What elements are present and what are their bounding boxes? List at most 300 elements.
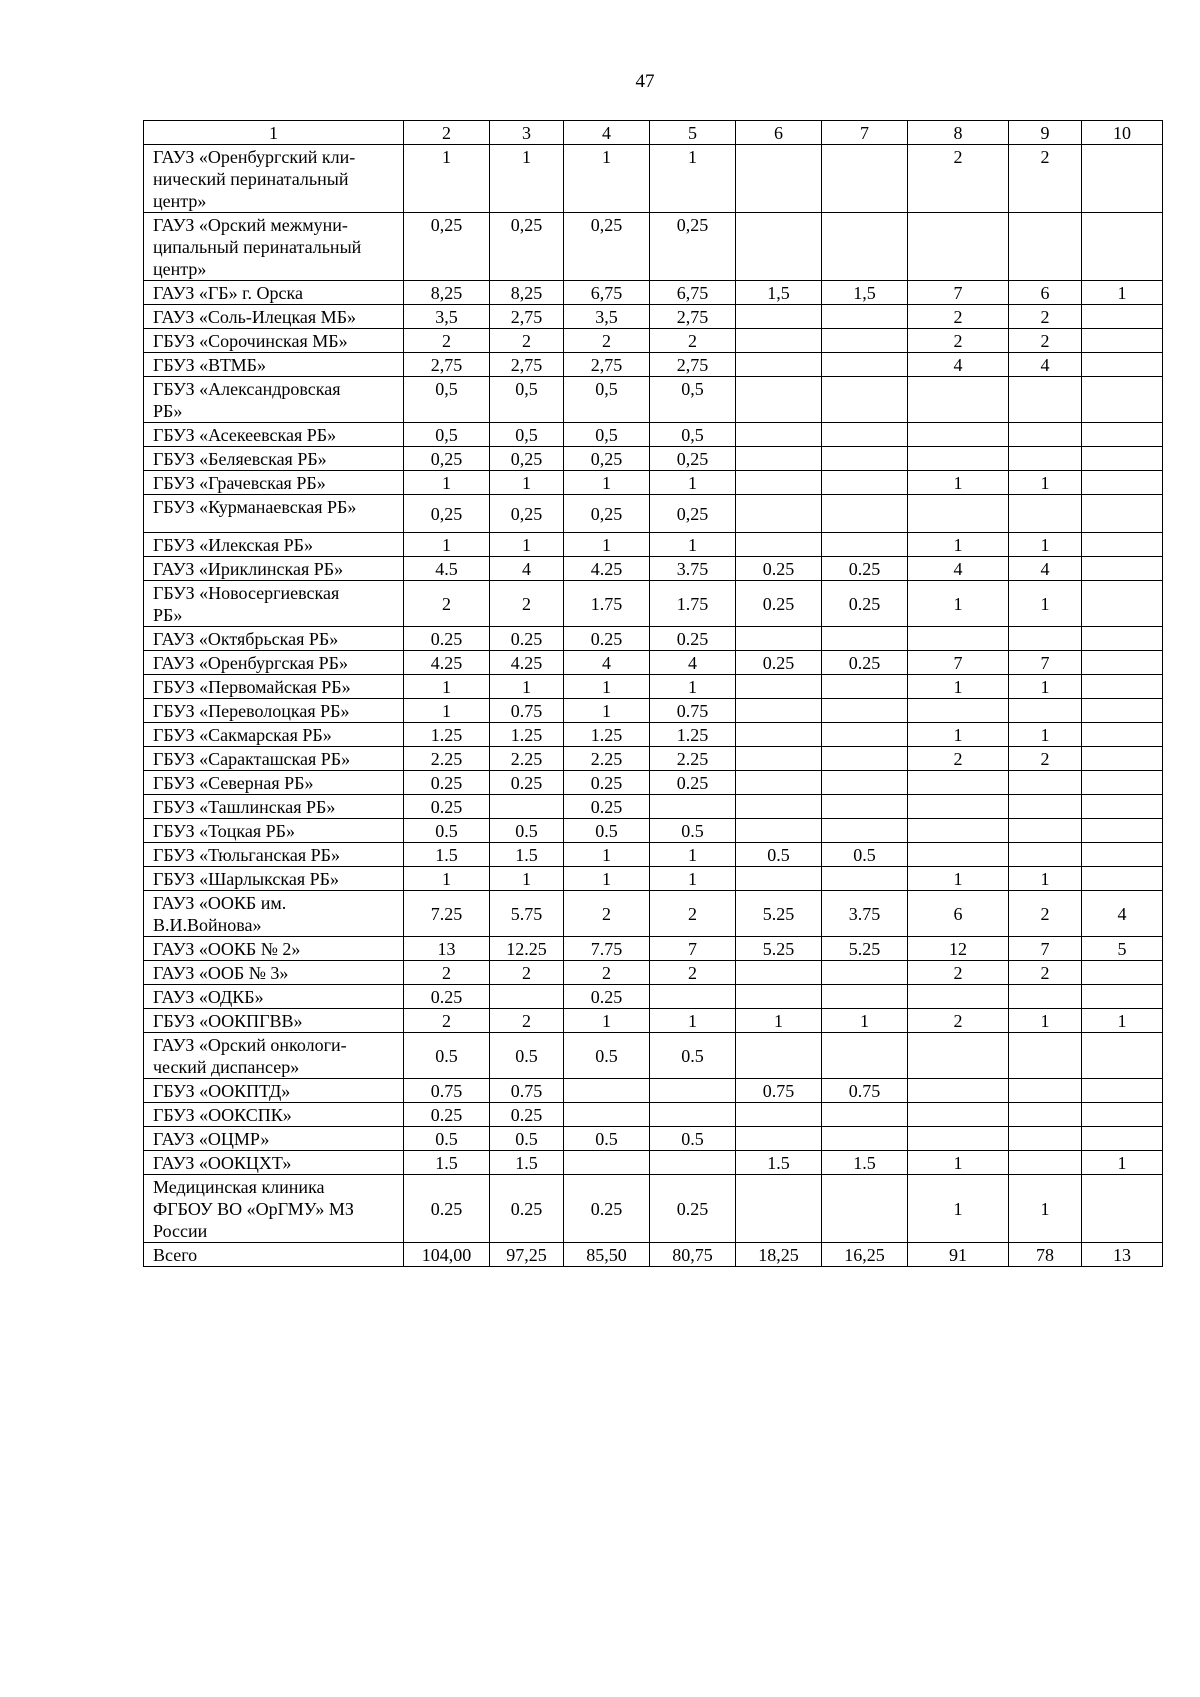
value-cell-col-8: 12: [908, 937, 1009, 961]
value-cell-col-4: 1: [564, 533, 650, 557]
value-cell-col-4: 2: [564, 961, 650, 985]
value-cell-col-6: [736, 1033, 822, 1079]
value-cell-col-2: 3,5: [404, 305, 490, 329]
value-cell-col-8: 1: [908, 1175, 1009, 1243]
value-cell-col-7: 1: [822, 1009, 908, 1033]
value-cell-col-8: [908, 1033, 1009, 1079]
table-row: [144, 867, 1163, 891]
value-cell-col-8: 7: [908, 651, 1009, 675]
institution-name-cell: ГБУЗ «ООКПТД»: [144, 1079, 404, 1103]
institution-name-cell: ГБУЗ «Илекская РБ»: [144, 533, 404, 557]
institution-name-cell: ГБУЗ «ООКПГВВ»: [144, 1009, 404, 1033]
table-row: [144, 1079, 1163, 1103]
value-cell-col-5: 0,25: [650, 213, 736, 281]
value-cell-col-3: 97,25: [490, 1243, 564, 1267]
table-row: [144, 1033, 1163, 1079]
value-cell-col-3: 2: [490, 961, 564, 985]
value-cell-col-4: 2: [564, 329, 650, 353]
value-cell-col-6: 0.25: [736, 581, 822, 627]
value-cell-col-7: [822, 985, 908, 1009]
table-row: [144, 651, 1163, 675]
value-cell-col-8: [908, 423, 1009, 447]
value-cell-col-2: 13: [404, 937, 490, 961]
table-row: [144, 495, 1163, 533]
table-row: [144, 377, 1163, 423]
value-cell-col-3: 0.75: [490, 1079, 564, 1103]
value-cell-col-7: [822, 213, 908, 281]
value-cell-col-3: 2,75: [490, 305, 564, 329]
institution-name-cell: ГБУЗ «Сакмарская РБ»: [144, 723, 404, 747]
value-cell-col-4: 0,25: [564, 213, 650, 281]
value-cell-col-4: 0.25: [564, 795, 650, 819]
value-cell-col-7: [822, 1175, 908, 1243]
value-cell-col-2: 7.25: [404, 891, 490, 937]
value-cell-col-8: [908, 213, 1009, 281]
table-row: [144, 533, 1163, 557]
value-cell-col-9: 7: [1009, 937, 1082, 961]
value-cell-col-2: 1: [404, 867, 490, 891]
value-cell-col-10: [1082, 1033, 1163, 1079]
value-cell-col-7: [822, 353, 908, 377]
institution-name-cell: ГБУЗ «Новосергиевская РБ»: [144, 581, 404, 627]
value-cell-col-5: 0.25: [650, 1175, 736, 1243]
value-cell-col-3: 0,25: [490, 495, 564, 533]
value-cell-col-10: [1082, 795, 1163, 819]
institution-name-cell: ГБУЗ «Ташлинская РБ»: [144, 795, 404, 819]
value-cell-col-2: 2: [404, 581, 490, 627]
value-cell-col-8: 4: [908, 353, 1009, 377]
value-cell-col-6: [736, 723, 822, 747]
value-cell-col-3: 4.25: [490, 651, 564, 675]
value-cell-col-8: [908, 795, 1009, 819]
value-cell-col-9: 4: [1009, 353, 1082, 377]
table-row: [144, 747, 1163, 771]
value-cell-col-9: [1009, 1103, 1082, 1127]
value-cell-col-7: 0.75: [822, 1079, 908, 1103]
value-cell-col-5: 4: [650, 651, 736, 675]
value-cell-col-2: 0,25: [404, 447, 490, 471]
header-cell: 1: [144, 121, 404, 145]
value-cell-col-3: 12.25: [490, 937, 564, 961]
value-cell-col-10: 4: [1082, 891, 1163, 937]
institution-name-cell: ГАУЗ «Орский онкологи- ческий диспансер»: [144, 1033, 404, 1079]
institution-name-cell: ГБУЗ «Переволоцкая РБ»: [144, 699, 404, 723]
value-cell-col-6: 1: [736, 1009, 822, 1033]
header-cell: 5: [650, 121, 736, 145]
value-cell-col-7: [822, 471, 908, 495]
value-cell-col-4: 0.25: [564, 985, 650, 1009]
value-cell-col-8: 2: [908, 1009, 1009, 1033]
value-cell-col-8: [908, 627, 1009, 651]
header-cell: 4: [564, 121, 650, 145]
value-cell-col-4: 0,25: [564, 495, 650, 533]
value-cell-col-8: 1: [908, 1151, 1009, 1175]
value-cell-col-9: [1009, 819, 1082, 843]
value-cell-col-2: 2,75: [404, 353, 490, 377]
value-cell-col-10: 1: [1082, 281, 1163, 305]
value-cell-col-8: [908, 1127, 1009, 1151]
value-cell-col-7: 5.25: [822, 937, 908, 961]
value-cell-col-10: 1: [1082, 1151, 1163, 1175]
value-cell-col-10: 13: [1082, 1243, 1163, 1267]
value-cell-col-9: 1: [1009, 471, 1082, 495]
value-cell-col-6: [736, 1103, 822, 1127]
value-cell-col-10: [1082, 423, 1163, 447]
value-cell-col-3: 0.5: [490, 819, 564, 843]
value-cell-col-4: 1.25: [564, 723, 650, 747]
table-row: [144, 771, 1163, 795]
header-cell: 6: [736, 121, 822, 145]
value-cell-col-7: 0.25: [822, 581, 908, 627]
table-row: [144, 423, 1163, 447]
value-cell-col-9: [1009, 985, 1082, 1009]
value-cell-col-3: 1.5: [490, 843, 564, 867]
value-cell-col-9: [1009, 771, 1082, 795]
value-cell-col-6: 5.25: [736, 891, 822, 937]
value-cell-col-8: 1: [908, 867, 1009, 891]
value-cell-col-7: [822, 723, 908, 747]
value-cell-col-6: 5.25: [736, 937, 822, 961]
value-cell-col-5: 0.75: [650, 699, 736, 723]
header-cell: 7: [822, 121, 908, 145]
value-cell-col-6: 1,5: [736, 281, 822, 305]
value-cell-col-3: 0,5: [490, 423, 564, 447]
value-cell-col-2: 0.25: [404, 985, 490, 1009]
value-cell-col-10: [1082, 771, 1163, 795]
value-cell-col-6: 0.75: [736, 1079, 822, 1103]
value-cell-col-9: [1009, 377, 1082, 423]
value-cell-col-5: 0,5: [650, 377, 736, 423]
value-cell-col-3: 2: [490, 1009, 564, 1033]
value-cell-col-5: [650, 1103, 736, 1127]
value-cell-col-9: 78: [1009, 1243, 1082, 1267]
value-cell-col-7: 0.25: [822, 651, 908, 675]
value-cell-col-7: 1.5: [822, 1151, 908, 1175]
table-row: [144, 1243, 1163, 1267]
value-cell-col-4: 1: [564, 471, 650, 495]
value-cell-col-9: 1: [1009, 533, 1082, 557]
value-cell-col-10: 1: [1082, 1009, 1163, 1033]
value-cell-col-2: 1.25: [404, 723, 490, 747]
value-cell-col-4: 0,25: [564, 447, 650, 471]
value-cell-col-4: 0.25: [564, 627, 650, 651]
value-cell-col-3: 0.25: [490, 1103, 564, 1127]
institution-name-cell: ГАУЗ «Оренбургская РБ»: [144, 651, 404, 675]
value-cell-col-8: [908, 495, 1009, 533]
value-cell-col-9: [1009, 1033, 1082, 1079]
value-cell-col-9: [1009, 213, 1082, 281]
table-row: [144, 353, 1163, 377]
institution-name-cell: ГАУЗ «Октябрьская РБ»: [144, 627, 404, 651]
value-cell-col-7: [822, 795, 908, 819]
table-header-row: [144, 121, 1163, 145]
value-cell-col-9: 1: [1009, 723, 1082, 747]
institution-name-cell: ГБУЗ «Первомайская РБ»: [144, 675, 404, 699]
value-cell-col-4: 1: [564, 675, 650, 699]
value-cell-col-3: 2,75: [490, 353, 564, 377]
value-cell-col-4: [564, 1103, 650, 1127]
value-cell-col-4: 0,5: [564, 377, 650, 423]
value-cell-col-8: 4: [908, 557, 1009, 581]
value-cell-col-9: 2: [1009, 145, 1082, 213]
value-cell-col-2: 0.5: [404, 1033, 490, 1079]
value-cell-col-2: 2: [404, 329, 490, 353]
value-cell-col-8: [908, 771, 1009, 795]
value-cell-col-8: 2: [908, 145, 1009, 213]
value-cell-col-2: 8,25: [404, 281, 490, 305]
value-cell-col-6: [736, 423, 822, 447]
value-cell-col-6: [736, 961, 822, 985]
value-cell-col-3: 0.75: [490, 699, 564, 723]
value-cell-col-3: 0.25: [490, 627, 564, 651]
value-cell-col-6: [736, 1175, 822, 1243]
header-cell: 9: [1009, 121, 1082, 145]
value-cell-col-2: 2: [404, 961, 490, 985]
value-cell-col-5: 2,75: [650, 305, 736, 329]
value-cell-col-10: [1082, 353, 1163, 377]
value-cell-col-5: [650, 795, 736, 819]
value-cell-col-8: [908, 1103, 1009, 1127]
value-cell-col-10: [1082, 1127, 1163, 1151]
value-cell-col-7: 0.25: [822, 557, 908, 581]
value-cell-col-2: 0.75: [404, 1079, 490, 1103]
value-cell-col-8: 91: [908, 1243, 1009, 1267]
value-cell-col-2: 2: [404, 1009, 490, 1033]
value-cell-col-5: [650, 985, 736, 1009]
value-cell-col-8: [908, 843, 1009, 867]
institution-name-cell: ГАУЗ «ГБ» г. Орска: [144, 281, 404, 305]
value-cell-col-3: 0.5: [490, 1033, 564, 1079]
value-cell-col-3: 4: [490, 557, 564, 581]
value-cell-col-4: 1: [564, 699, 650, 723]
value-cell-col-5: 1.75: [650, 581, 736, 627]
institution-name-cell: ГБУЗ «Грачевская РБ»: [144, 471, 404, 495]
value-cell-col-8: 2: [908, 305, 1009, 329]
value-cell-col-4: 0.5: [564, 819, 650, 843]
value-cell-col-2: 2.25: [404, 747, 490, 771]
value-cell-col-7: [822, 377, 908, 423]
value-cell-col-7: [822, 867, 908, 891]
value-cell-col-10: [1082, 557, 1163, 581]
value-cell-col-2: 0.5: [404, 1127, 490, 1151]
value-cell-col-8: 1: [908, 533, 1009, 557]
value-cell-col-5: 1: [650, 145, 736, 213]
value-cell-col-9: 2: [1009, 747, 1082, 771]
header-cell: 3: [490, 121, 564, 145]
table-row: [144, 305, 1163, 329]
institution-name-cell: ГАУЗ «ОДКБ»: [144, 985, 404, 1009]
value-cell-col-8: 2: [908, 961, 1009, 985]
value-cell-col-4: 3,5: [564, 305, 650, 329]
value-cell-col-7: [822, 961, 908, 985]
value-cell-col-10: [1082, 329, 1163, 353]
value-cell-col-7: [822, 145, 908, 213]
value-cell-col-10: [1082, 145, 1163, 213]
value-cell-col-6: [736, 145, 822, 213]
value-cell-col-2: 1: [404, 533, 490, 557]
value-cell-col-9: [1009, 1079, 1082, 1103]
table-row: [144, 795, 1163, 819]
table-row: [144, 557, 1163, 581]
value-cell-col-4: 4: [564, 651, 650, 675]
value-cell-col-9: [1009, 627, 1082, 651]
value-cell-col-2: 1: [404, 471, 490, 495]
table-row: [144, 843, 1163, 867]
value-cell-col-7: [822, 675, 908, 699]
value-cell-col-4: 2,75: [564, 353, 650, 377]
value-cell-col-10: [1082, 533, 1163, 557]
value-cell-col-9: [1009, 423, 1082, 447]
header-cell: 8: [908, 121, 1009, 145]
value-cell-col-6: [736, 771, 822, 795]
institution-name-cell: Медицинская клиника ФГБОУ ВО «ОрГМУ» МЗ России: [144, 1175, 404, 1243]
value-cell-col-6: [736, 795, 822, 819]
value-cell-col-7: [822, 495, 908, 533]
value-cell-col-8: 6: [908, 891, 1009, 937]
header-cell: 10: [1082, 121, 1163, 145]
institution-name-cell: ГБУЗ «Сорочинская МБ»: [144, 329, 404, 353]
value-cell-col-6: 0.25: [736, 651, 822, 675]
value-cell-col-10: [1082, 1079, 1163, 1103]
value-cell-col-10: [1082, 471, 1163, 495]
value-cell-col-7: 0.5: [822, 843, 908, 867]
value-cell-col-3: 0.25: [490, 771, 564, 795]
value-cell-col-9: 7: [1009, 651, 1082, 675]
institution-name-cell: ГБУЗ «Северная РБ»: [144, 771, 404, 795]
value-cell-col-10: [1082, 305, 1163, 329]
value-cell-col-6: [736, 819, 822, 843]
value-cell-col-5: 1: [650, 1009, 736, 1033]
value-cell-col-10: [1082, 651, 1163, 675]
value-cell-col-2: 0,5: [404, 377, 490, 423]
table-row: [144, 1009, 1163, 1033]
institution-name-cell: ГАУЗ «ООБ № 3»: [144, 961, 404, 985]
value-cell-col-6: [736, 747, 822, 771]
value-cell-col-9: 2: [1009, 329, 1082, 353]
institution-name-cell: ГБУЗ «Тоцкая РБ»: [144, 819, 404, 843]
value-cell-col-5: [650, 1151, 736, 1175]
value-cell-col-2: 4.5: [404, 557, 490, 581]
value-cell-col-5: 0.5: [650, 1033, 736, 1079]
value-cell-col-3: 0.5: [490, 1127, 564, 1151]
value-cell-col-10: [1082, 961, 1163, 985]
value-cell-col-6: [736, 675, 822, 699]
value-cell-col-3: 1.5: [490, 1151, 564, 1175]
value-cell-col-2: 0.25: [404, 627, 490, 651]
value-cell-col-8: [908, 377, 1009, 423]
value-cell-col-4: 1.75: [564, 581, 650, 627]
value-cell-col-2: 104,00: [404, 1243, 490, 1267]
value-cell-col-2: 0.25: [404, 1103, 490, 1127]
value-cell-col-2: 0.25: [404, 771, 490, 795]
value-cell-col-2: 1: [404, 699, 490, 723]
table-row: [144, 891, 1163, 937]
institution-name-cell: ГБУЗ «Шарлыкская РБ»: [144, 867, 404, 891]
value-cell-col-3: 0,5: [490, 377, 564, 423]
value-cell-col-6: [736, 533, 822, 557]
value-cell-col-4: 0.25: [564, 771, 650, 795]
value-cell-col-6: [736, 627, 822, 651]
value-cell-col-5: 0.5: [650, 819, 736, 843]
value-cell-col-3: 8,25: [490, 281, 564, 305]
value-cell-col-5: 2: [650, 961, 736, 985]
value-cell-col-10: [1082, 1103, 1163, 1127]
value-cell-col-5: 1: [650, 471, 736, 495]
value-cell-col-6: [736, 305, 822, 329]
value-cell-col-4: 4.25: [564, 557, 650, 581]
value-cell-col-4: [564, 1151, 650, 1175]
table-row: [144, 471, 1163, 495]
value-cell-col-6: [736, 353, 822, 377]
value-cell-col-4: 1: [564, 1009, 650, 1033]
value-cell-col-8: 1: [908, 723, 1009, 747]
value-cell-col-6: [736, 495, 822, 533]
staffing-table: [143, 120, 1163, 1267]
value-cell-col-6: [736, 377, 822, 423]
table-row: [144, 1151, 1163, 1175]
value-cell-col-2: 0,5: [404, 423, 490, 447]
value-cell-col-4: 7.75: [564, 937, 650, 961]
value-cell-col-6: 0.5: [736, 843, 822, 867]
value-cell-col-2: 1: [404, 145, 490, 213]
value-cell-col-3: 1: [490, 471, 564, 495]
value-cell-col-4: 1: [564, 843, 650, 867]
value-cell-col-6: 18,25: [736, 1243, 822, 1267]
value-cell-col-5: 0.25: [650, 771, 736, 795]
value-cell-col-6: [736, 471, 822, 495]
table-row: [144, 1175, 1163, 1243]
value-cell-col-8: 2: [908, 329, 1009, 353]
value-cell-col-2: 4.25: [404, 651, 490, 675]
value-cell-col-5: 1: [650, 867, 736, 891]
institution-name-cell: ГБУЗ «Саракташская РБ»: [144, 747, 404, 771]
value-cell-col-10: [1082, 699, 1163, 723]
value-cell-col-10: [1082, 627, 1163, 651]
value-cell-col-9: 1: [1009, 1009, 1082, 1033]
value-cell-col-7: [822, 423, 908, 447]
value-cell-col-4: 85,50: [564, 1243, 650, 1267]
value-cell-col-5: 0,25: [650, 447, 736, 471]
value-cell-col-4: 0,5: [564, 423, 650, 447]
table-row: [144, 819, 1163, 843]
value-cell-col-4: 2: [564, 891, 650, 937]
value-cell-col-8: 1: [908, 471, 1009, 495]
institution-name-cell: ГАУЗ «Ириклинская РБ»: [144, 557, 404, 581]
value-cell-col-10: [1082, 819, 1163, 843]
value-cell-col-7: [822, 771, 908, 795]
value-cell-col-9: 1: [1009, 1175, 1082, 1243]
institution-name-cell: ГАУЗ «ООКБ им. В.И.Войнова»: [144, 891, 404, 937]
value-cell-col-3: [490, 985, 564, 1009]
table-row: [144, 145, 1163, 213]
institution-name-cell: ГБУЗ «Курманаевская РБ»: [144, 495, 404, 533]
value-cell-col-2: 1.5: [404, 843, 490, 867]
table-row: [144, 329, 1163, 353]
value-cell-col-2: 0.25: [404, 1175, 490, 1243]
institution-name-cell: ГАУЗ «Оренбургский кли- нический перинатальный центр»: [144, 145, 404, 213]
value-cell-col-5: 2.25: [650, 747, 736, 771]
value-cell-col-10: [1082, 377, 1163, 423]
table-row: [144, 699, 1163, 723]
table-row: [144, 627, 1163, 651]
value-cell-col-3: 1: [490, 867, 564, 891]
institution-name-cell: Всего: [144, 1243, 404, 1267]
value-cell-col-7: 16,25: [822, 1243, 908, 1267]
institution-name-cell: ГАУЗ «Орский межмуни- ципальный перинатальный центр»: [144, 213, 404, 281]
value-cell-col-3: 1: [490, 675, 564, 699]
institution-name-cell: ГБУЗ «ООКСПК»: [144, 1103, 404, 1127]
value-cell-col-6: [736, 985, 822, 1009]
